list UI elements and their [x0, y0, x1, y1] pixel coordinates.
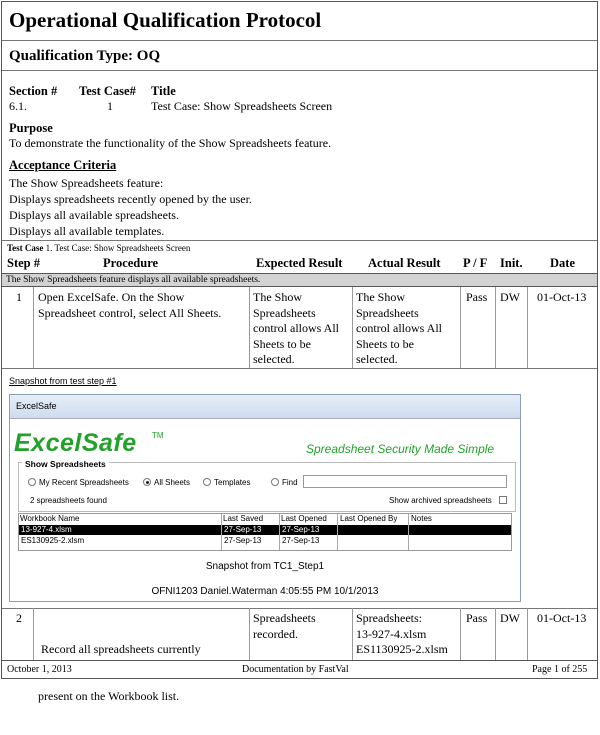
divider	[460, 287, 461, 368]
radio-label: Find	[282, 478, 298, 487]
divider	[249, 287, 250, 368]
acceptance-heading: Acceptance Criteria	[9, 158, 117, 172]
footer-date: October 1, 2013	[7, 664, 72, 675]
divider	[495, 608, 496, 660]
step-number: 1	[16, 290, 22, 304]
text-line: Record all spreadsheets currently	[38, 642, 201, 656]
divider	[408, 514, 409, 550]
divider	[221, 514, 222, 550]
step-expected	[253, 290, 339, 368]
divider	[527, 287, 528, 368]
grid-header[interactable]: Notes	[411, 514, 432, 523]
divider	[352, 608, 353, 660]
text-line: recorded.	[253, 626, 298, 641]
text-line: ES1130925-2.xlsm	[356, 642, 448, 656]
radio-my-recent[interactable]	[28, 478, 129, 487]
section-number: 6.1.	[9, 99, 27, 113]
excelsafe-logo: ExcelSafe	[14, 429, 137, 457]
divider	[2, 70, 597, 71]
show-archived-label: Show archived spreadsheets	[389, 496, 492, 505]
step-expected	[253, 611, 316, 642]
step-procedure	[38, 290, 221, 321]
title-header: Title	[151, 84, 176, 98]
radio-icon	[271, 478, 279, 486]
text-line: Sheets to be	[356, 336, 414, 351]
section-header: Section #	[9, 84, 58, 98]
radio-icon	[28, 478, 36, 486]
text-line: Open ExcelSafe. On the Show	[38, 290, 185, 304]
text-line: 13-927-4.xlsm	[356, 626, 427, 641]
cell-name: 13-927-4.xlsm	[21, 525, 72, 534]
divider	[2, 608, 597, 609]
qualification-type: Qualification Type: OQ	[9, 48, 161, 64]
step-date: 01-Oct-13	[537, 290, 587, 304]
purpose-heading: Purpose	[9, 121, 53, 135]
radio-icon	[203, 478, 211, 486]
col-expected: Expected Result	[256, 256, 343, 270]
col-date: Date	[550, 256, 575, 270]
col-procedure: Procedure	[103, 256, 159, 270]
divider	[527, 608, 528, 660]
trademark-mark: TM	[152, 431, 164, 440]
radio-templates[interactable]	[203, 478, 250, 487]
test-case-line	[7, 243, 190, 253]
snapshot-stamp: OFNI1203 Daniel.Waterman 4:05:55 PM 10/1/2013	[151, 586, 379, 597]
step-pass-fail: Pass	[466, 611, 488, 625]
acceptance-line: Displays all available templates.	[9, 224, 165, 238]
divider	[460, 608, 461, 660]
acceptance-line: Displays spreadsheets recently opened by the user.	[9, 192, 252, 206]
test-case-number: 1	[107, 99, 113, 113]
text-line: control allows All	[253, 321, 339, 335]
show-archived-checkbox[interactable]	[499, 496, 507, 504]
cell-saved: 27-Sep-13	[224, 536, 262, 545]
col-initials: Init.	[500, 256, 523, 270]
text-line: Sheets to be	[253, 336, 311, 351]
acceptance-line: Displays all available spreadsheets.	[9, 208, 179, 222]
text-line: selected.	[253, 352, 295, 366]
divider	[2, 240, 597, 241]
radio-label: Templates	[214, 478, 251, 487]
step-pass-fail: Pass	[466, 290, 488, 304]
cell-saved: 27-Sep-13	[224, 525, 262, 534]
divider	[279, 514, 280, 550]
document-page	[1, 1, 598, 703]
step-actual	[356, 290, 442, 368]
cell-name: ES130925-2.xlsm	[21, 536, 85, 545]
divider	[352, 287, 353, 368]
divider	[495, 287, 496, 368]
snapshot-image	[9, 394, 521, 602]
divider	[337, 514, 338, 550]
step-initials: DW	[500, 290, 520, 304]
footer-page: Page 1 of 255	[532, 664, 588, 675]
step-initials: DW	[500, 611, 520, 625]
divider	[249, 608, 250, 660]
radio-label: My Recent Spreadsheets	[39, 478, 129, 487]
radio-label: All Sheets	[154, 478, 191, 487]
divider	[33, 287, 34, 368]
snapshot-caption: Snapshot from TC1_Step1	[205, 561, 325, 572]
snapshot-link[interactable]: Snapshot from test step #1	[9, 376, 117, 386]
radio-find[interactable]	[271, 478, 298, 487]
col-actual: Actual Result	[368, 256, 441, 270]
text-line: selected.	[356, 352, 398, 366]
window-title: ExcelSafe	[10, 395, 520, 419]
table-row[interactable]	[19, 525, 511, 535]
col-step: Step #	[7, 256, 40, 270]
test-case-header: Test Case#	[79, 84, 136, 98]
text-line: Spreadsheets	[253, 305, 316, 320]
text-line: control allows All	[356, 321, 442, 335]
text-line: Spreadsheets	[253, 611, 316, 625]
cell-opened: 27-Sep-13	[282, 536, 320, 545]
requirement-band: The Show Spreadsheets feature displays all available spreadsheets.	[2, 273, 597, 287]
text-line: Spreadsheets:	[356, 611, 422, 625]
cell-opened: 27-Sep-13	[282, 525, 320, 534]
purpose-text: To demonstrate the functionality of the Show Spreadsheets feature.	[9, 136, 332, 150]
text-line: Spreadsheets	[356, 305, 419, 320]
radio-all-sheets[interactable]	[143, 478, 190, 487]
grid-header[interactable]: Last Opened By	[340, 514, 398, 523]
acceptance-line: The Show Spreadsheets feature:	[9, 176, 164, 190]
divider	[33, 608, 34, 660]
text-line: The Show	[356, 290, 405, 304]
text-line: present on the Workbook list.	[38, 688, 180, 703]
divider	[2, 368, 597, 369]
text-line: The Show	[253, 290, 302, 304]
group-title: Show Spreadsheets	[22, 459, 109, 469]
found-count: 2 spreadsheets found	[30, 496, 107, 505]
grid-header[interactable]: Last Saved	[223, 514, 264, 523]
tagline: Spreadsheet Security Made Simple	[306, 442, 495, 456]
radio-selected-icon	[143, 478, 151, 486]
step-actual	[356, 611, 448, 658]
divider	[2, 660, 597, 661]
grid-header[interactable]: Last Opened	[281, 514, 327, 523]
test-case-text: 1. Test Case: Show Spreadsheets Screen	[45, 243, 191, 253]
section-title: Test Case: Show Spreadsheets Screen	[151, 99, 333, 113]
divider	[2, 40, 597, 41]
step-date: 01-Oct-13	[537, 611, 587, 625]
col-pass-fail: P / F	[463, 256, 488, 270]
step-number: 2	[16, 611, 22, 625]
find-input[interactable]	[303, 475, 507, 488]
table-row[interactable]	[19, 536, 511, 546]
test-case-label: Test Case	[7, 243, 44, 253]
footer-center: Documentation by FastVal	[242, 664, 349, 675]
grid-header[interactable]: Workbook Name	[20, 514, 80, 523]
page-title: Operational Qualification Protocol	[9, 8, 322, 32]
text-line: Spreadsheet control, select All Sheets.	[38, 305, 222, 320]
